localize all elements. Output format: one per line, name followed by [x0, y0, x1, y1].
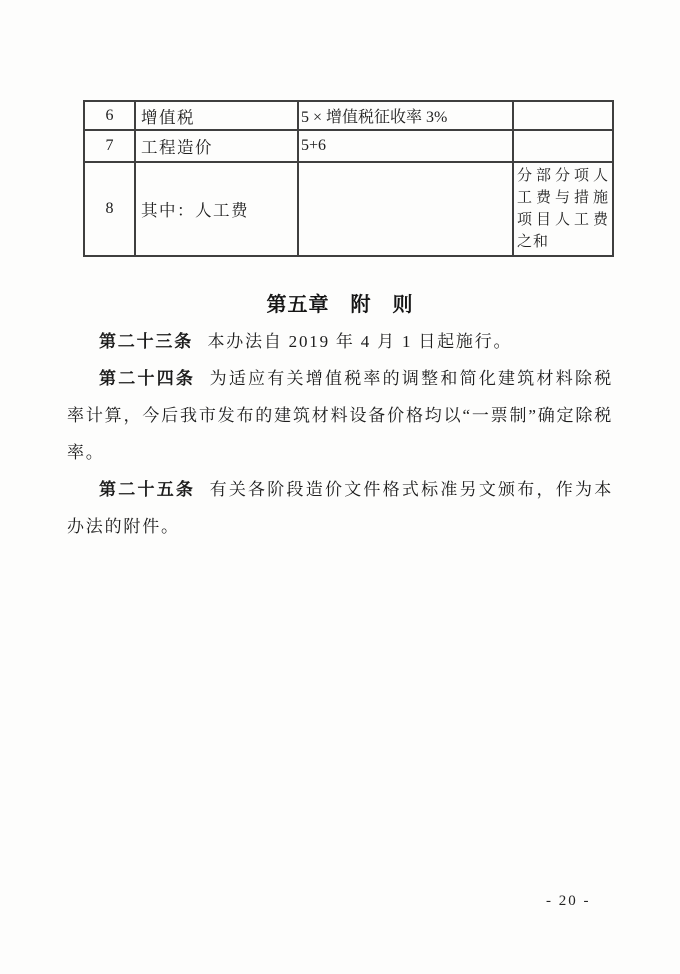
row6-note-cell — [513, 101, 613, 130]
row7-formula-cell: 5+6 — [298, 130, 513, 162]
table-row — [84, 101, 613, 130]
article-25-term: 第二十五条 — [99, 480, 196, 499]
row7-note-cell — [513, 130, 613, 162]
row8-number-cell: 8 — [84, 162, 135, 256]
article-23-text: 本办法自 2019 年 4 月 1 日起施行。 — [207, 332, 513, 351]
row7-number-cell: 7 — [84, 130, 135, 162]
row8-note-cell: 分部分项人工费与措施项目人工费之和 — [513, 162, 613, 256]
article-24-paragraph — [67, 360, 613, 471]
article-24-text: 为适应有关增值税率的调整和简化建筑材料除税率计算，今后我市发布的建筑材料设备价格均以“一票制”确定除税率。 — [67, 369, 613, 462]
row6-formula-cell: 5 × 增值税征收率 3% — [298, 101, 513, 130]
page-number: - 20 - — [546, 893, 591, 909]
cost-calculation-table — [83, 100, 614, 257]
table-row — [84, 162, 613, 256]
article-23-paragraph — [67, 323, 613, 360]
row8-name-cell: 其中：人工费 — [135, 162, 298, 256]
articles-section — [67, 323, 613, 545]
row8-formula-cell — [298, 162, 513, 256]
article-25-paragraph — [67, 471, 613, 545]
row6-number-cell: 6 — [84, 101, 135, 130]
article-23-term: 第二十三条 — [99, 332, 193, 351]
row6-name-cell: 增值税 — [135, 101, 298, 130]
article-25-text: 有关各阶段造价文件格式标准另文颁布，作为本办法的附件。 — [67, 480, 613, 536]
article-24-term: 第二十四条 — [99, 369, 196, 388]
row7-name-cell: 工程造价 — [135, 130, 298, 162]
table-row — [84, 130, 613, 162]
chapter-heading: 第五章 附 则 — [266, 294, 414, 316]
